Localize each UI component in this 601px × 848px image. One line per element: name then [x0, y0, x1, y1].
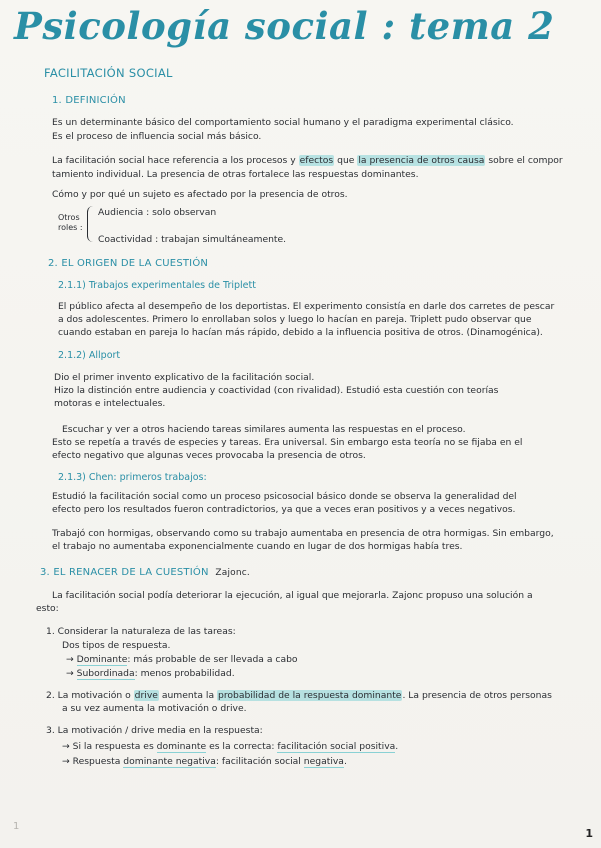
subordinada-label: Subordinada: [76, 668, 135, 679]
highlight-presencia: la presencia de otros causa: [358, 155, 485, 166]
allport-line-3: motoras e intelectuales.: [54, 398, 166, 409]
heading-origen: 2. EL ORIGEN DE LA CUESTIÓN: [48, 258, 209, 269]
definicion-line-4: tamiento individual. La presencia de otras fortalece las respuestas dominantes.: [52, 169, 419, 180]
negativa-underline: negativa: [303, 756, 344, 767]
rol-coactividad: Coactividad : trabajan simultáneamente.: [98, 234, 287, 245]
definicion-line-1: Es un determinante básico del comportamiento social humano y el paradigma experimental clásico.: [52, 117, 514, 128]
dominante-negativa-underline: dominante negativa: [123, 756, 216, 767]
point-1b: → Dominante: más probable de ser llevada a cabo: [66, 654, 298, 665]
chen-line-2: efecto pero los resultados fueron contradictorios, ya que a veces eran positivos y a veces negativos.: [52, 504, 516, 515]
chen-line-3: Trabajó con hormigas, observando como su trabajo aumentaba en presencia de otra hormigas. Sin embargo,: [52, 528, 554, 539]
heading-allport: 2.1.2) Allport: [58, 350, 121, 361]
renacer-line-2: esto:: [36, 603, 59, 614]
section-title: FACILITACIÓN SOCIAL: [44, 66, 173, 80]
point-1: 1. Considerar la naturaleza de las tareas:: [46, 626, 236, 637]
point-3a: → Si la respuesta es dominante es la correcta: facilitación social positiva.: [62, 741, 399, 752]
heading-text: 3. EL RENACER DE LA CUESTIÓN: [40, 567, 209, 578]
heading-renacer: [40, 567, 250, 578]
triplett-line-1: El público afecta al desempeño de los deportistas. El experimento consistía en darle dos carretes de pescar: [58, 301, 555, 312]
allport-line-5: Esto se repetía a través de especies y tareas. Era universal. Sin embargo esta teoría no se fijaba en el: [52, 437, 523, 448]
point-1c: → Subordinada: menos probabilidad.: [66, 668, 235, 679]
allport-line-1: Dio el primer invento explicativo de la facilitación social.: [54, 372, 315, 383]
rol-audiencia: Audiencia : solo observan: [98, 207, 217, 218]
author-zajonc: Zajonc.: [215, 568, 250, 578]
triplett-line-2: a dos adolescentes. Primero lo enrollaban solos y luego lo hacían en pareja. Triplett pudo observar que: [58, 314, 532, 325]
definicion-line-5: Cómo y por qué un sujeto es afectado por la presencia de otros.: [52, 189, 348, 200]
page-number: 1: [585, 827, 593, 840]
text-run: es la correcta:: [206, 741, 278, 752]
point-1a: Dos tipos de respuesta.: [62, 640, 171, 651]
positiva-underline: facilitación social positiva: [277, 741, 396, 752]
highlight-drive: drive: [134, 690, 158, 701]
dominante-underline: dominante: [156, 741, 207, 752]
triplett-line-3: cuando estaban en pareja lo hacían más rápido, debido a la influencia positiva de otros. (Dinamogénica).: [58, 327, 543, 338]
text-run: : más probable de ser llevada a cabo: [127, 654, 298, 665]
heading-triplett: 2.1.1) Trabajos experimentales de Triplett: [58, 280, 256, 291]
point-3b: → Respuesta dominante negativa: facilitación social negativa.: [62, 756, 347, 767]
text-run: : facilitación social: [215, 756, 304, 767]
text-run: La facilitación social hace referencia a los procesos y: [52, 155, 299, 166]
roles-label: roles :: [58, 223, 83, 232]
brace: [87, 206, 96, 242]
margin-mark: 1: [13, 821, 20, 832]
point-3: 3. La motivación / drive media en la respuesta:: [46, 725, 263, 736]
heading-chen: 2.1.3) Chen: primeros trabajos:: [58, 472, 207, 483]
text-run: . La presencia de otros personas: [402, 690, 552, 701]
page-title: Psicología social : tema 2: [14, 4, 555, 48]
dominante-label: Dominante: [76, 654, 128, 665]
definicion-line-3: [52, 155, 563, 166]
chen-line-1: Estudió la facilitación social como un proceso psicosocial básico donde se observa la generalidad del: [52, 491, 517, 502]
chen-line-4: el trabajo no aumentaba exponencialmente cuando en lugar de dos hormigas había tres.: [52, 541, 463, 552]
definicion-line-2: Es el proceso de influencia social más básico.: [52, 131, 262, 142]
text-run: aumenta la: [158, 690, 217, 701]
text-run: sobre el compor: [485, 155, 563, 166]
highlight-efectos: efectos: [299, 155, 334, 166]
text-run: : menos probabilidad.: [134, 668, 235, 679]
text-run: Respuesta: [72, 756, 124, 767]
heading-definicion: 1. DEFINICIÓN: [52, 95, 126, 106]
text-run: Si la respuesta es: [72, 741, 157, 752]
text-run: que: [334, 155, 358, 166]
point-2b: a su vez aumenta la motivación o drive.: [62, 703, 247, 714]
point-2: [46, 690, 552, 701]
allport-line-4: Escuchar y ver a otros haciendo tareas similares aumenta las respuestas en el proceso.: [62, 424, 466, 435]
allport-line-2: Hizo la distinción entre audiencia y coactividad (con rivalidad). Estudió esta cuestión con teorías: [54, 385, 499, 396]
allport-line-6: efecto negativo que algunas veces provocaba la presencia de otros.: [52, 450, 366, 461]
text-run: 2. La motivación o: [46, 690, 134, 701]
otros-label: Otros: [58, 213, 80, 222]
highlight-probabilidad: probabilidad de la respuesta dominante: [218, 690, 402, 701]
renacer-line-1: La facilitación social podía deteriorar la ejecución, al igual que mejorarla. Zajonc propuso una solución a: [52, 590, 533, 601]
